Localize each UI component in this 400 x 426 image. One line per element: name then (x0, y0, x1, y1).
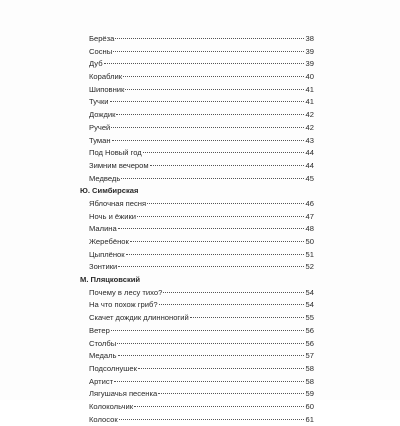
toc-entry-title: Ночь и ёжики (89, 211, 137, 221)
toc-entry-page: 57 (305, 351, 314, 361)
toc-entry-title: Ручей (89, 122, 111, 132)
toc-entry-title: Под Новый год (89, 148, 142, 158)
toc-entry-page: 44 (305, 160, 314, 170)
toc-entry (80, 160, 314, 173)
toc-entry-title: Кораблик (89, 72, 123, 82)
toc-entry-page: 39 (305, 59, 314, 69)
toc-entry (80, 363, 314, 376)
toc-entry-title: Туман (89, 135, 111, 145)
toc-entry (80, 84, 314, 97)
toc-entry-title: Колокольчик (89, 401, 134, 411)
toc-entry-title: Жеребёнок (89, 237, 129, 246)
dot-leader (125, 89, 303, 90)
toc-entry-page: 47 (305, 211, 314, 221)
toc-entry-page: 56 (305, 338, 314, 348)
toc-entry-title: Шиповник (89, 84, 125, 94)
toc-entry (80, 147, 314, 160)
toc-entry (80, 236, 314, 249)
toc-entry (80, 122, 314, 135)
toc-entry-title: Дуб (89, 59, 103, 69)
dot-leader (112, 140, 304, 141)
toc-entry-page: 55 (305, 313, 314, 323)
toc-entry-page: 38 (305, 34, 314, 43)
dot-leader (137, 216, 304, 217)
toc-entry-page: 58 (305, 363, 314, 373)
dot-leader (138, 368, 304, 369)
dot-leader (114, 381, 303, 382)
toc-entry-title: Подсолнушек (89, 363, 137, 373)
dot-leader (190, 317, 304, 318)
dot-leader (123, 76, 303, 77)
toc-entry (80, 376, 314, 389)
toc-entry-page: 46 (305, 198, 314, 208)
author-heading: М. Пляцковский (80, 275, 141, 285)
toc-entry-page: 43 (305, 135, 314, 145)
toc-entry (80, 299, 314, 312)
toc-entry-page: 58 (305, 376, 314, 386)
toc-entry-page: 54 (305, 287, 314, 297)
toc-entry-page: 51 (305, 249, 314, 259)
toc-entry-title: Зонтики (89, 262, 118, 272)
dot-leader (116, 114, 303, 115)
toc-entry-title: Тучки (89, 97, 109, 107)
toc-entry-page: 50 (305, 237, 314, 246)
toc-entry-title: Дождик (89, 110, 116, 120)
toc-entry-page: 41 (305, 84, 314, 94)
dot-leader (104, 63, 304, 64)
toc-entry-page: 42 (305, 122, 314, 132)
toc-entry (80, 58, 314, 71)
toc-entry-page: 44 (305, 148, 314, 158)
toc-entry (80, 96, 314, 109)
toc-entry (80, 414, 314, 426)
toc-entry-title: Цыплёнок (89, 249, 125, 259)
toc-entry-page: 61 (305, 414, 314, 424)
dot-leader (143, 152, 304, 153)
dot-leader (110, 101, 304, 102)
toc-entry (80, 249, 314, 262)
toc-entry (80, 173, 314, 186)
toc-entry-title: Почему в лесу тихо? (89, 287, 163, 297)
toc-entry-title: Лягушачья песенка (89, 389, 158, 399)
dot-leader (121, 178, 303, 179)
toc-entry (80, 338, 314, 351)
dot-leader (117, 343, 303, 344)
toc-entry-page: 52 (305, 262, 314, 272)
author-heading: Ю. Симбирская (80, 186, 139, 196)
dot-leader (150, 165, 304, 166)
toc-entry-page: 56 (305, 325, 314, 335)
dot-leader (111, 330, 304, 331)
toc-entry (80, 211, 314, 224)
toc-entry-title: Колосок (89, 414, 118, 424)
toc-entry (80, 388, 314, 401)
dot-leader (130, 241, 304, 242)
toc-entry (80, 135, 314, 148)
toc-entry-page: 41 (305, 97, 314, 107)
dot-leader (126, 254, 304, 255)
table-of-contents (80, 33, 314, 426)
dot-leader (118, 355, 304, 356)
toc-entry-title: Столбы (89, 338, 117, 348)
toc-entry-title: Ветер (89, 325, 110, 335)
toc-entry (80, 350, 314, 363)
dot-leader (134, 406, 303, 407)
toc-entry (80, 46, 314, 59)
toc-entry-page: 40 (305, 72, 314, 82)
toc-entry-title: Медведь (89, 173, 121, 183)
toc-entry (80, 223, 314, 236)
toc-entry (80, 325, 314, 338)
toc-entry-title: Яблочная песня (89, 198, 147, 208)
toc-entry-title: Малина (89, 224, 117, 234)
toc-entry-page: 60 (305, 401, 314, 411)
dot-leader (113, 51, 303, 52)
dot-leader (163, 292, 303, 293)
toc-entry-title: На что похож гриб? (89, 300, 158, 310)
dot-leader (119, 419, 304, 420)
dot-leader (159, 304, 304, 305)
toc-entry-page: 42 (305, 110, 314, 120)
dot-leader (158, 393, 303, 394)
toc-entry (80, 287, 314, 300)
toc-entry-title: Сосны (89, 46, 113, 56)
dot-leader (147, 203, 303, 204)
toc-entry (80, 33, 314, 46)
toc-entry-page: 39 (305, 46, 314, 56)
toc-entry (80, 261, 314, 274)
toc-entry-title: Медаль (89, 351, 117, 361)
toc-entry (80, 109, 314, 122)
dot-leader (111, 127, 303, 128)
toc-entry-title: Зимним вечером (89, 160, 149, 170)
toc-entry-title: Артист (89, 376, 114, 386)
dot-leader (118, 266, 303, 267)
toc-entry-title: Скачет дождик длинноногий (89, 313, 189, 323)
toc-entry (80, 198, 314, 211)
dot-leader (118, 228, 304, 229)
toc-entry-title: Берёза (89, 34, 115, 43)
toc-entry-page: 59 (305, 389, 314, 399)
toc-entry (80, 401, 314, 414)
toc-entry (80, 71, 314, 84)
toc-entry-page: 45 (305, 173, 314, 183)
toc-entry-page: 48 (305, 224, 314, 234)
toc-entry (80, 312, 314, 325)
dot-leader (115, 38, 303, 39)
toc-entry-page: 54 (305, 300, 314, 310)
